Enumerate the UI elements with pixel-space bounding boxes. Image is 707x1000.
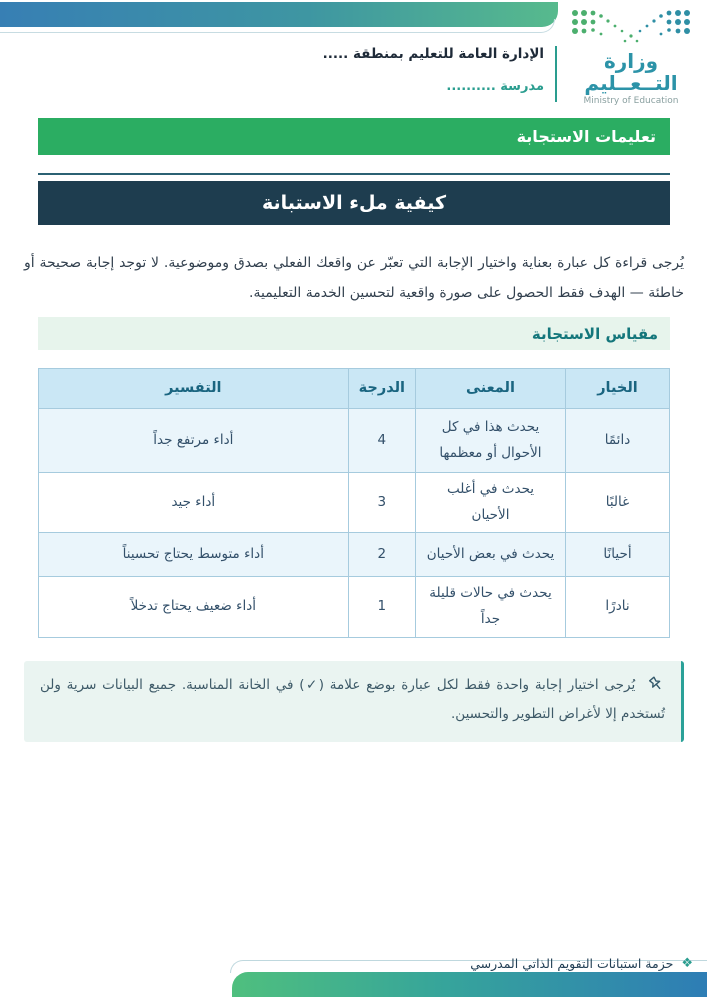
education-administration-line: الإدارة العامة للتعليم بمنطقة ..... <box>322 46 544 62</box>
score-cell: 3 <box>348 473 415 533</box>
instruction-note-box <box>24 661 684 742</box>
section-title-banner <box>38 118 670 155</box>
ministry-logo-dots-icon <box>565 8 697 46</box>
bottom-gradient-bar <box>232 972 707 997</box>
diamond-cluster-icon: ❖ <box>681 956 693 971</box>
table-row <box>39 533 670 577</box>
table-row <box>39 577 670 637</box>
instruction-note-text: يُرجى اختيار إجابة واحدة فقط لكل عبارة بوضع علامة (✓) في الخانة المناسبة. جميع البيانات سرية ولن تُستخدم إلا لأغراض التطوير والتحسين. <box>40 676 665 723</box>
meaning-cell: يحدث في حالات قليلة جداً <box>416 577 566 637</box>
header-divider <box>555 46 557 102</box>
howto-title-banner <box>38 181 670 225</box>
choice-cell: دائمًا <box>566 409 670 473</box>
document-footer <box>470 956 693 971</box>
header-score: الدرجة <box>348 369 415 409</box>
meaning-cell: يحدث هذا في كل الأحوال أو معظمها <box>416 409 566 473</box>
choice-cell: نادرًا <box>566 577 670 637</box>
interpretation-cell: أداء متوسط يحتاج تحسيناً <box>39 533 349 577</box>
ministry-logo-arabic: وزارة التــعــليم <box>584 49 678 95</box>
intro-paragraph: يُرجى قراءة كل عبارة بعناية واختيار الإجابة التي تعبّر عن واقعك الفعلي بصدق وموضوعية. لا توجد إجابة صحيحة أو خاطئة — الهدف فقط الحصول على صورة واقعية لتحسين الخدمة التعليمية. <box>24 255 684 302</box>
ministry-logo-english: Ministry of Education <box>583 96 679 106</box>
separator-rule <box>38 173 670 175</box>
content-area <box>24 118 684 742</box>
score-cell: 2 <box>348 533 415 577</box>
score-cell: 4 <box>348 409 415 473</box>
header-meaning: المعنى <box>416 369 566 409</box>
section-title: تعليمات الاستجابة <box>516 127 656 146</box>
meaning-cell: يحدث في أغلب الأحيان <box>416 473 566 533</box>
table-row <box>39 473 670 533</box>
howto-title: كيفية ملء الاستبانة <box>261 192 447 214</box>
response-scale-table <box>38 368 670 638</box>
top-frame-line <box>0 19 555 33</box>
header-interpretation: التفسير <box>39 369 349 409</box>
table-header-row <box>39 369 670 409</box>
interpretation-cell: أداء جيد <box>39 473 349 533</box>
header-choice: الخيار <box>566 369 670 409</box>
footer-label: حزمة استبانات التقويم الذاتي المدرسي <box>470 956 674 971</box>
pushpin-icon <box>647 675 665 693</box>
document-header <box>164 46 544 94</box>
scale-title-strip <box>38 317 670 350</box>
table-row <box>39 409 670 473</box>
choice-cell: أحيانًا <box>566 533 670 577</box>
score-cell: 1 <box>348 577 415 637</box>
ministry-logo <box>561 8 701 106</box>
choice-cell: غالبًا <box>566 473 670 533</box>
scale-title: مقياس الاستجابة <box>531 324 658 343</box>
interpretation-cell: أداء مرتفع جداً <box>39 409 349 473</box>
school-line: مدرسة .......... <box>446 79 544 94</box>
interpretation-cell: أداء ضعيف يحتاج تدخلاً <box>39 577 349 637</box>
meaning-cell: يحدث في بعض الأحيان <box>416 533 566 577</box>
